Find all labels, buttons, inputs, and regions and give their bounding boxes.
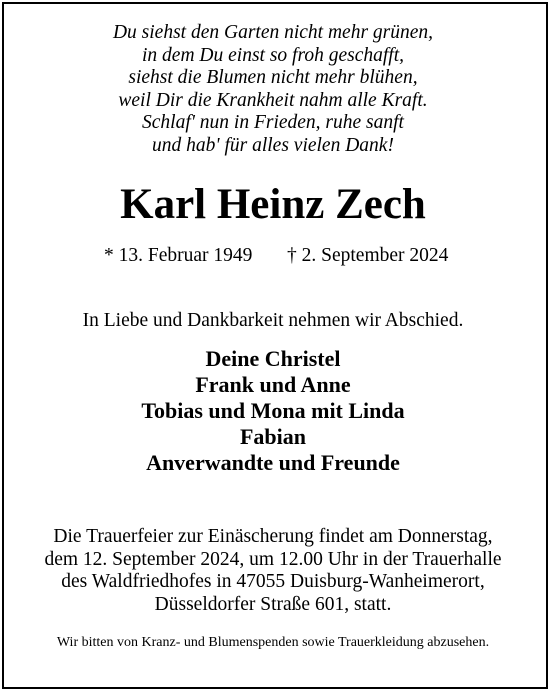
- mourner-line: Tobias und Mona mit Linda: [141, 398, 405, 423]
- deceased-name: Karl Heinz Zech: [120, 181, 426, 228]
- service-line: des Waldfriedhofes in 47055 Duisburg-Wanheimerort,: [61, 571, 485, 592]
- funeral-service-info: [0, 526, 546, 616]
- mourner-line: Anverwandte und Freunde: [146, 450, 400, 475]
- farewell-text: In Liebe und Dankbarkeit nehmen wir Abschied.: [82, 310, 464, 331]
- poem-line: Du siehst den Garten nicht mehr grünen,: [112, 22, 434, 43]
- mourner-line: Fabian: [239, 424, 307, 449]
- poem-line: in dem Du einst so froh geschafft,: [142, 44, 404, 66]
- memorial-poem: [0, 22, 546, 158]
- poem-line: siehst die Blumen nicht mehr blühen,: [128, 67, 418, 89]
- mourner-line: Deine Christel: [205, 346, 341, 371]
- mourner-line: Frank und Anne: [195, 372, 351, 397]
- birth-date: * 13. Februar 1949: [104, 245, 253, 266]
- mourners-list: [0, 346, 546, 476]
- service-line: dem 12. September 2024, um 12.00 Uhr in der Trauerhalle: [44, 548, 502, 570]
- service-line: Düsseldorfer Straße 601, statt.: [154, 593, 392, 615]
- poem-line: und hab' für alles vielen Dank!: [152, 134, 394, 156]
- poem-line: Schlaf' nun in Frieden, ruhe sanft: [142, 112, 404, 134]
- service-line: Die Trauerfeier zur Einäscherung findet am Donnerstag,: [53, 526, 493, 547]
- poem-line: weil Dir die Krankheit nahm alle Kraft.: [118, 89, 428, 111]
- donation-note: Wir bitten von Kranz- und Blumenspenden sowie Trauerkleidung abzusehen.: [56, 635, 490, 650]
- death-date: † 2. September 2024: [287, 245, 449, 266]
